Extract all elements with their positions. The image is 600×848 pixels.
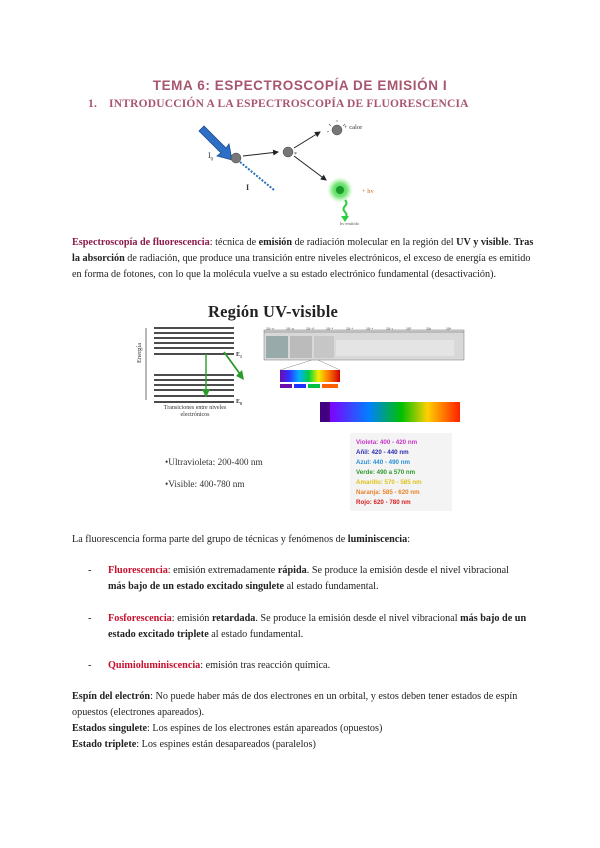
svg-text:10⁴: 10⁴ [446, 327, 452, 331]
legend-azul: Azul: 440 - 490 nm [356, 459, 410, 466]
fluorescence-diagram [190, 118, 405, 228]
bold-text: más bajo de un estado excitado singulete [108, 581, 285, 592]
bold-text: emisión [258, 237, 293, 248]
section-number: 1. [88, 98, 98, 110]
definition-spin [72, 689, 534, 721]
text: : [407, 534, 411, 545]
text: : emisión extremadamente [167, 565, 278, 576]
legend-rojo: Rojo: 620 - 780 nm [356, 499, 411, 506]
text: : Los espines de los electrones están apareados (opuestos) [147, 723, 383, 734]
label-excited: * [294, 152, 297, 158]
list-item-phosphorescence [88, 611, 528, 643]
text: : emisión tras reacción química. [200, 660, 331, 671]
term: Estado triplete [72, 739, 137, 750]
svg-text:10²: 10² [426, 327, 432, 331]
text: : Los espines están desapareados (paralelos) [136, 739, 316, 750]
text: al estado fundamental. [284, 581, 379, 592]
term: Quimioluminiscencia [108, 660, 201, 671]
transitions-label: Transiciones entre niveles electrónicos [163, 405, 227, 418]
svg-text:10⁻¹⁴: 10⁻¹⁴ [266, 327, 275, 331]
luminescence-intro [72, 532, 534, 548]
label-emitted: hν emitido [340, 221, 360, 226]
text: de radiación molecular en la región del [292, 237, 457, 248]
ground-molecule [231, 153, 241, 163]
svg-text:10⁻⁶: 10⁻⁶ [346, 327, 354, 331]
text: al estado fundamental. [208, 629, 304, 640]
legend-amarillo: Amarillo: 570 - 585 nm [356, 479, 422, 486]
svg-text:10⁻⁴: 10⁻⁴ [366, 327, 374, 331]
figure-title: Región UV-visible [208, 302, 339, 321]
label-calor: + calor [344, 124, 363, 131]
incident-light-arrow [199, 126, 232, 160]
text: . Se produce la emisión desde el nivel vibracional [255, 613, 461, 624]
section-title: INTRODUCCIÓN A LA ESPECTROSCOPÍA DE FLUORESCENCIA [109, 98, 469, 110]
dash: - [88, 613, 92, 624]
text: : técnica de [209, 237, 259, 248]
bold-text: luminiscencia [347, 534, 408, 545]
energy-label: Energía [136, 342, 143, 363]
relaxed-molecule [332, 125, 342, 135]
text: . Se produce la emisión desde el nivel vibracional [306, 565, 509, 576]
uv-range: •Ultravioleta: 200-400 nm [165, 458, 263, 468]
list-item-fluorescence [88, 563, 528, 595]
svg-text:10⁰: 10⁰ [406, 327, 412, 331]
bold-text: Tras la absorción [72, 237, 534, 264]
e1-label: $E_1$ [236, 352, 243, 360]
label-hv: + hv [362, 188, 374, 195]
bold-text: más bajo de un estado excitado triplete [108, 613, 527, 640]
term-fluorescence-spectroscopy: Espectroscopía de fluorescencia [72, 237, 210, 248]
dash: - [88, 565, 92, 576]
svg-text:10⁻¹²: 10⁻¹² [286, 327, 295, 331]
definition-triplet [72, 737, 534, 753]
dash: - [88, 660, 92, 671]
term: Fluorescencia [108, 565, 168, 576]
label-i0: $I_0$ [208, 151, 214, 163]
text: : No puede haber más de dos electrones en un orbital, y estos deben tener estados de espín opuestos (electrones apareados). [72, 691, 518, 718]
fluorescence-diagram-svg [190, 118, 405, 228]
bold-text: UV y visible [456, 237, 509, 248]
excited-molecule [283, 147, 293, 157]
svg-text:10⁻²: 10⁻² [386, 327, 393, 331]
svg-text:10⁻¹⁰: 10⁻¹⁰ [306, 327, 315, 331]
legend-violeta: Violeta: 400 - 420 nm [356, 439, 418, 446]
list-item-chemiluminescence [88, 658, 528, 674]
legend-verde: Verde: 490 a 570 nm [356, 469, 416, 476]
text: de radiación, que produce una transición entre niveles electrónicos, el exceso de energía es emitido en forma de fotones, con lo que la molécula vuelve a su estado electrónico fundamental (desactivación). [72, 253, 531, 280]
legend-naranja: Naranja: 585 - 620 nm [356, 489, 420, 496]
term: Espín del electrón [72, 691, 151, 702]
definitions-block [72, 689, 534, 753]
text: . [508, 237, 514, 248]
text: La fluorescencia forma parte del grupo de técnicas y fenómenos de [72, 534, 348, 545]
visible-range: •Visible: 400-780 nm [165, 480, 245, 490]
definition-singlet [72, 721, 534, 737]
section-heading [88, 98, 469, 110]
e0-label: $E_0$ [236, 399, 243, 407]
legend-anil: Añil: 420 - 440 nm [356, 449, 409, 456]
definition-paragraph [72, 235, 534, 283]
svg-text:10⁻⁸: 10⁻⁸ [326, 327, 334, 331]
bold-text: rápida [277, 565, 307, 576]
page-title: TEMA 6: ESPECTROSCOPÍA DE EMISIÓN I [152, 78, 448, 93]
term: Estados singulete [72, 723, 148, 734]
bold-text: retardada [211, 613, 256, 624]
term: Fosforescencia [108, 613, 172, 624]
text: : emisión [171, 613, 212, 624]
label-i: I [246, 183, 250, 192]
